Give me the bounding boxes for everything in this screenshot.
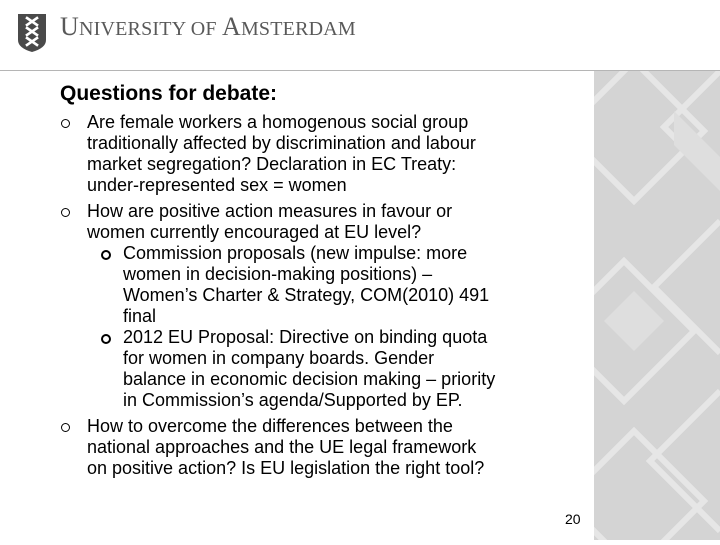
bullet-list <box>60 112 590 479</box>
list-item <box>60 201 590 411</box>
three-crosses-shield-icon <box>18 14 46 57</box>
list-item <box>87 327 590 411</box>
list-item <box>87 243 590 327</box>
header <box>0 0 720 70</box>
university-wordmark: UNIVERSITY OF AMSTERDAM <box>60 12 356 41</box>
hollow-bullet-icon <box>61 208 70 217</box>
slide-title: Questions for debate: <box>60 82 278 105</box>
bullet-text: How to overcome the differences between the national approaches and the UE legal framework on positive action? Is EU legislation the right tool? <box>87 416 485 478</box>
hollow-bullet-icon <box>61 119 70 128</box>
bold-ring-bullet-icon <box>101 250 111 260</box>
sub-bullet-list <box>87 243 590 411</box>
bullet-text: How are positive action measures in favour or women currently encouraged at EU level? <box>87 201 453 242</box>
sub-bullet-text: 2012 EU Proposal: Directive on binding quota for women in company boards. Gender balance in economic decision making – priority in Commission’s agenda/Supported by EP. <box>123 327 496 410</box>
decorative-side-panel <box>594 71 720 540</box>
bold-ring-bullet-icon <box>101 334 111 344</box>
hollow-bullet-icon <box>61 423 70 432</box>
sub-bullet-text: Commission proposals (new impulse: more women in decision-making positions) – Women’s Charter & Strategy, COM(2010) 491 final <box>123 243 490 326</box>
slide-content <box>60 112 590 484</box>
list-item <box>60 112 590 196</box>
page-number: 20 <box>565 511 581 527</box>
bullet-text: Are female workers a homogenous social group traditionally affected by discrimination and labour market segregation? Declaration in EC Treaty: under-represented sex = women <box>87 112 476 195</box>
list-item <box>60 416 590 479</box>
